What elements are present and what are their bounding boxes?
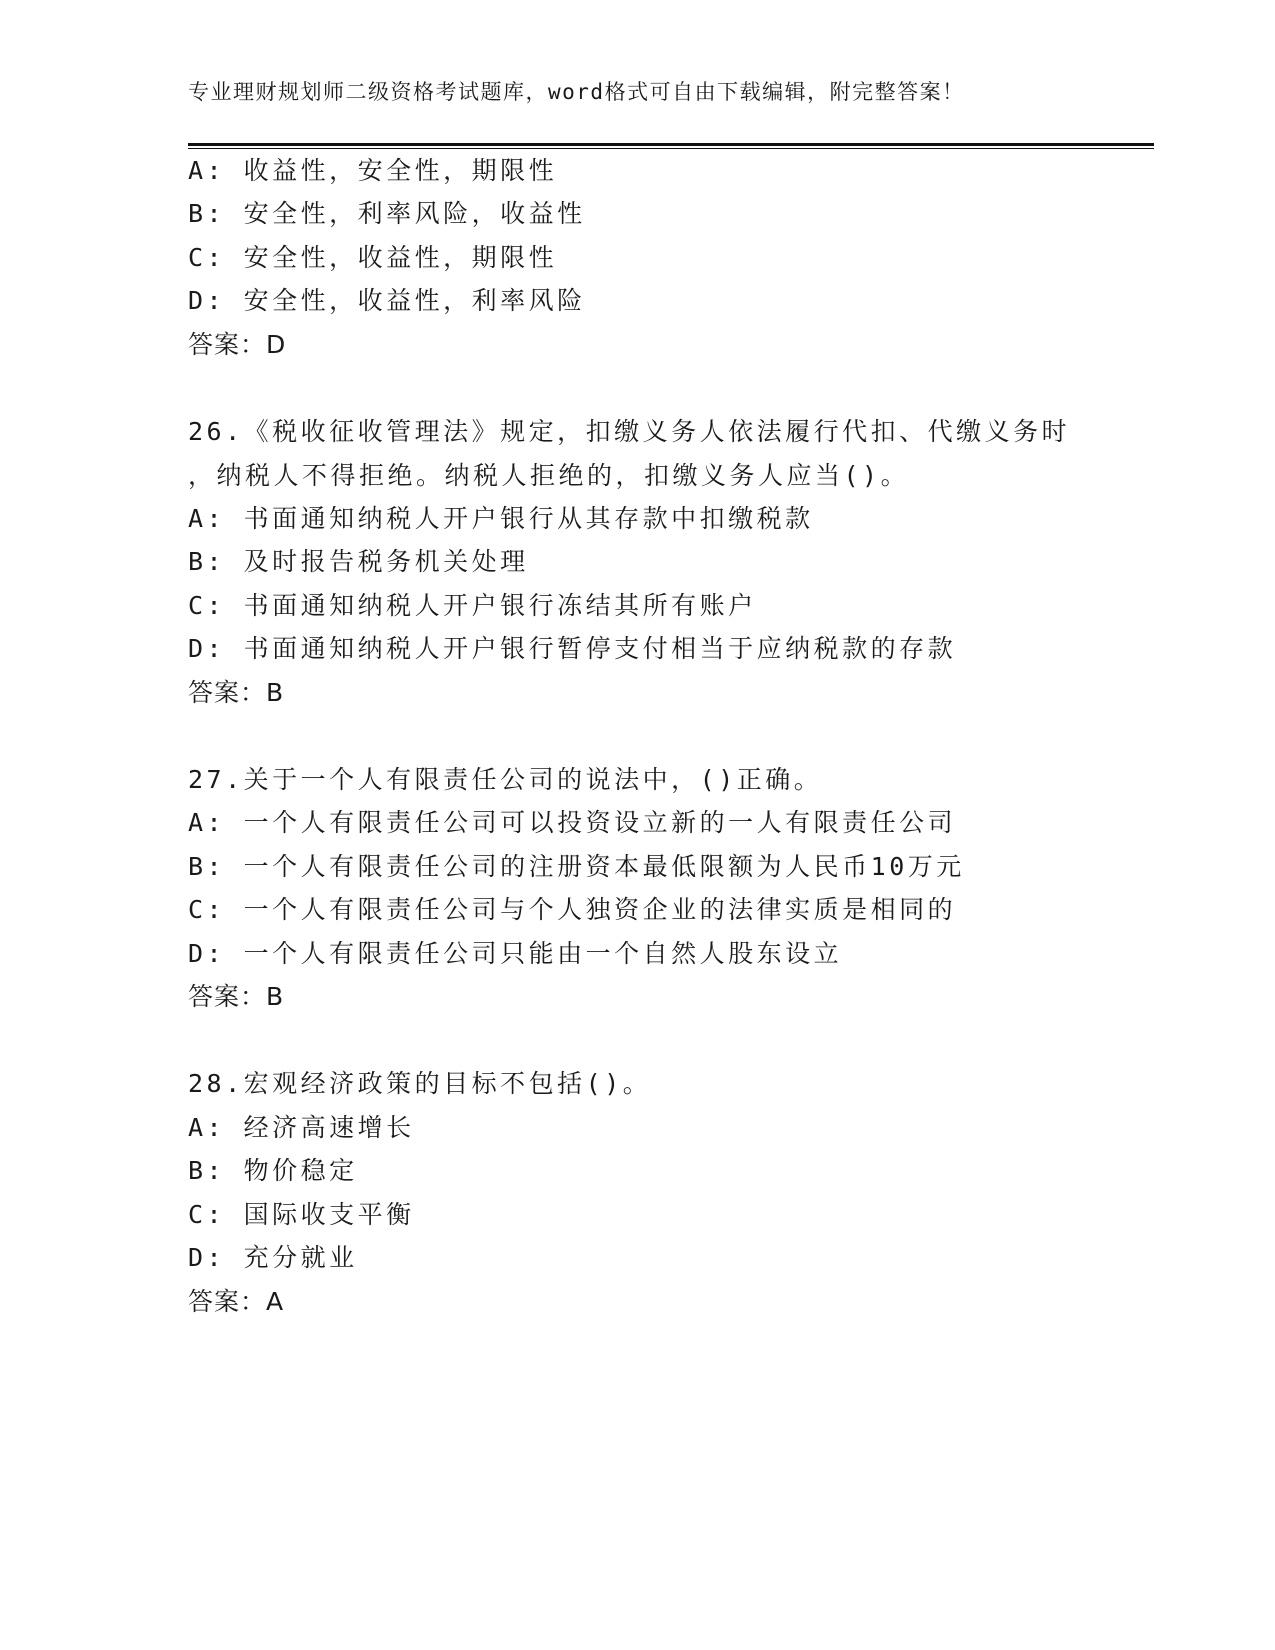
q27-option-c: C: 一个人有限责任公司与个人独资企业的法律实质是相同的 [188,895,957,924]
q28-stem: 28.宏观经济政策的目标不包括()。 [188,1069,652,1098]
q27-answer: 答案：B [188,982,285,1011]
q26-option-c: C: 书面通知纳税人开户银行冻结其所有账户 [188,591,757,620]
q26-option-b: B: 及时报告税务机关处理 [188,547,529,576]
q25-answer: 答案：D [188,330,287,359]
q28-option-b: B: 物价稳定 [188,1156,358,1185]
header-rule-thick [188,143,1154,146]
q26-stem-line2: ，纳税人不得拒绝。纳税人拒绝的，扣缴义务人应当()。 [188,461,910,490]
q26-answer: 答案：B [188,678,285,707]
q27-stem: 27.关于一个人有限责任公司的说法中，()正确。 [188,765,823,794]
q26-option-d: D: 书面通知纳税人开户银行暂停支付相当于应纳税款的存款 [188,634,957,663]
q25-option-b: B: 安全性，利率风险，收益性 [188,199,586,228]
q28-option-c: C: 国际收支平衡 [188,1200,415,1229]
q27-option-d: D: 一个人有限责任公司只能由一个自然人股东设立 [188,939,843,968]
page-header: 专业理财规划师二级资格考试题库，word格式可自由下载编辑，附完整答案！ [188,80,965,104]
q25-option-c: C: 安全性，收益性，期限性 [188,243,558,272]
q26-option-a: A: 书面通知纳税人开户银行从其存款中扣缴税款 [188,504,814,533]
q27-option-b: B: 一个人有限责任公司的注册资本最低限额为人民币10万元 [188,852,965,881]
q28-answer: 答案：A [188,1287,285,1316]
q25-option-a: A: 收益性，安全性，期限性 [188,156,558,185]
q28-option-d: D: 充分就业 [188,1243,358,1272]
q28-option-a: A: 经济高速增长 [188,1113,415,1142]
q25-option-d: D: 安全性，收益性，利率风险 [188,286,586,315]
q26-stem-line1: 26.《税收征收管理法》规定，扣缴义务人依法履行代扣、代缴义务时 [188,417,1071,446]
header-rule-thin [188,148,1154,149]
q27-option-a: A: 一个人有限责任公司可以投资设立新的一人有限责任公司 [188,808,957,837]
